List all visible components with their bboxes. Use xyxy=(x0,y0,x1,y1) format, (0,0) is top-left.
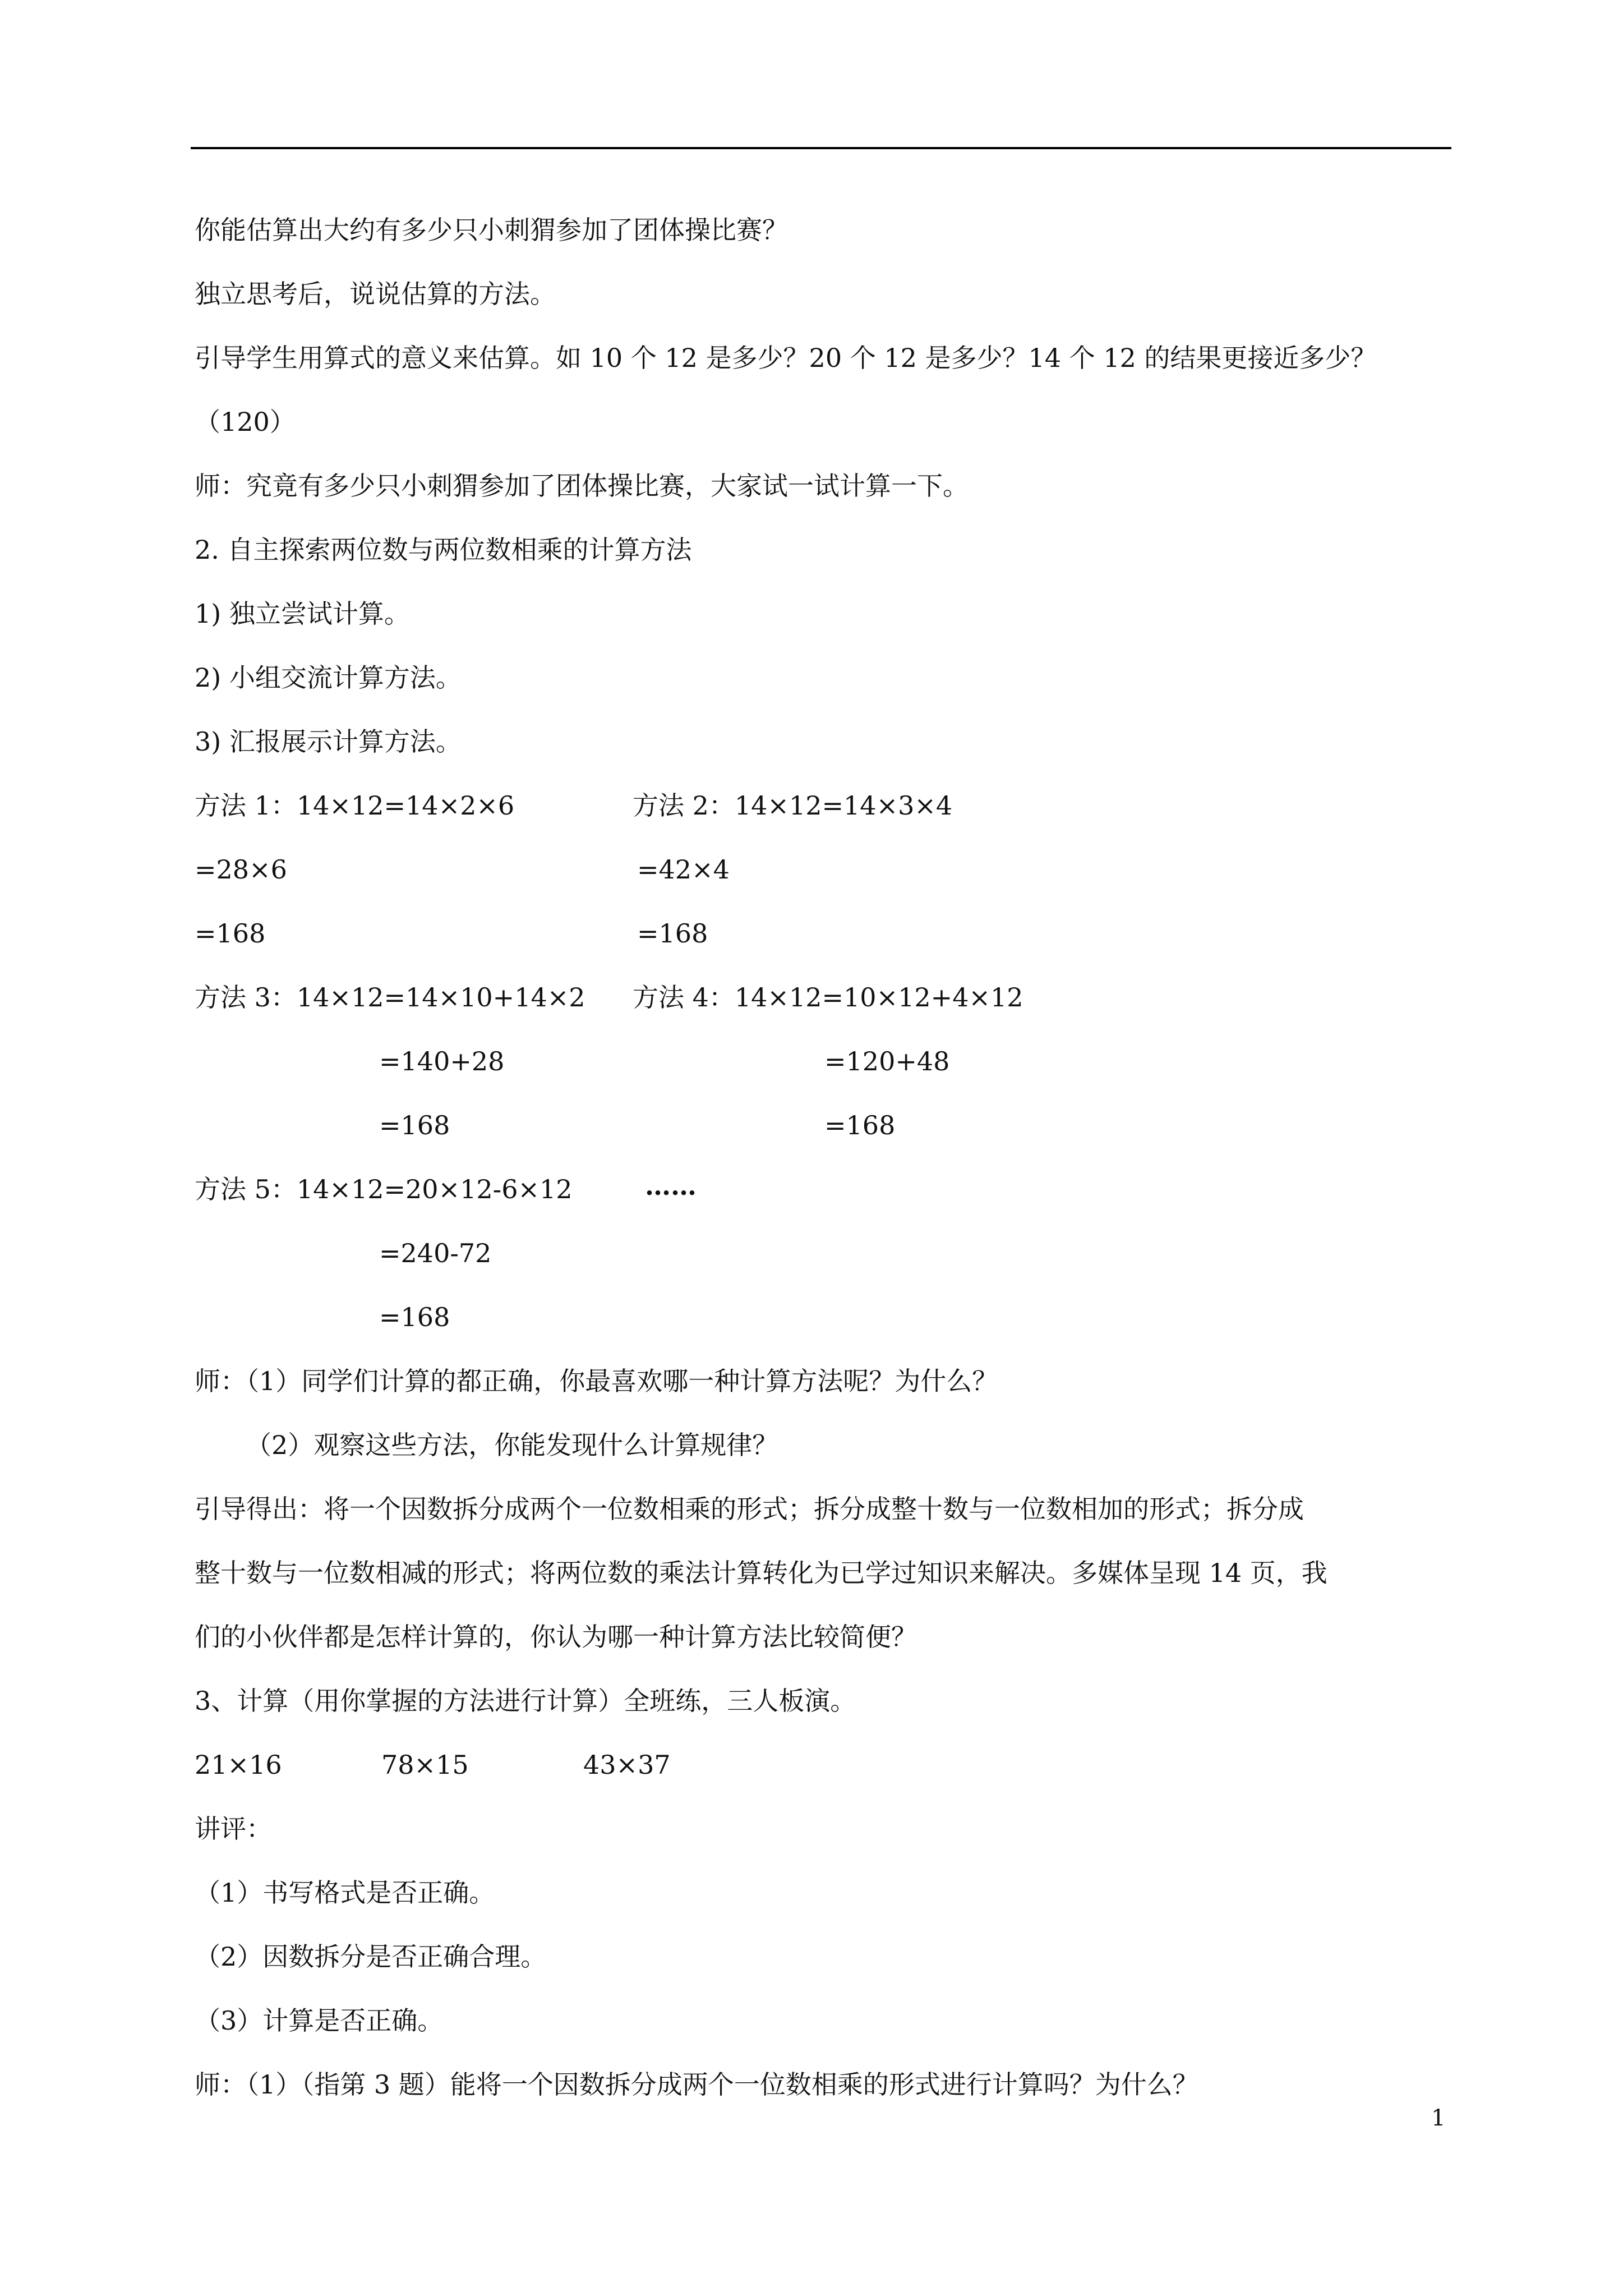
final-question: 师：（1）（指第 3 题）能将一个因数拆分成两个一位数相乘的形式进行计算吗？为什么？ xyxy=(195,2069,1198,2100)
text-line: 引导学生用算式的意义来估算。如 10 个 12 是多少？20 个 12 是多少？14 个 12 的结果更接近多少？ xyxy=(195,343,1377,373)
header-rule xyxy=(191,147,1451,149)
guide-text: 引导得出：将一个因数拆分成两个一位数相乘的形式；拆分成整十数与一位数相加的形式；拆分成 xyxy=(195,1494,1304,1524)
text-line: 师：究竟有多少只小刺猬参加了团体操比赛，大家试一试计算一下。 xyxy=(195,471,969,501)
review-item: （1）书写格式是否正确。 xyxy=(195,1878,495,1908)
page-number: 1 xyxy=(1431,2105,1446,2131)
teacher-question: （2）观察这些方法，你能发现什么计算规律？ xyxy=(246,1430,778,1460)
method-4-step: =120+48 xyxy=(824,1046,950,1076)
method-2-step: =42×4 xyxy=(637,854,730,885)
text-line: 你能估算出大约有多少只小刺猬参加了团体操比赛？ xyxy=(195,215,788,245)
method-1-step: =28×6 xyxy=(195,854,287,885)
guide-text: 们的小伙伴都是怎样计算的，你认为哪一种计算方法比较简便？ xyxy=(195,1622,917,1652)
method-4-line: 方法 4：14×12=10×12+4×12 xyxy=(633,982,1023,1013)
method-2-result: =168 xyxy=(637,918,708,949)
list-item: 2) 小组交流计算方法。 xyxy=(195,662,462,693)
review-item: （2）因数拆分是否正确合理。 xyxy=(195,1941,547,1972)
text-line: （120） xyxy=(195,407,296,437)
method-5-line: 方法 5：14×12=20×12-6×12 xyxy=(195,1174,573,1204)
guide-text: 整十数与一位数相减的形式；将两位数的乘法计算转化为已学过知识来解决。多媒体呈现 14 页，我 xyxy=(195,1558,1327,1588)
list-item: 3) 汇报展示计算方法。 xyxy=(195,726,462,757)
method-1-result: =168 xyxy=(195,918,266,949)
text-line: 独立思考后，说说估算的方法。 xyxy=(195,279,556,309)
review-heading: 讲评： xyxy=(195,1814,272,1844)
review-item: （3）计算是否正确。 xyxy=(195,2005,444,2036)
method-2-line: 方法 2：14×12=14×3×4 xyxy=(633,790,953,821)
method-3-line: 方法 3：14×12=14×10+14×2 xyxy=(195,982,585,1013)
exercise-item: 21×16 xyxy=(195,1750,282,1780)
list-item: 1) 独立尝试计算。 xyxy=(195,599,410,629)
method-1-line: 方法 1：14×12=14×2×6 xyxy=(195,790,515,821)
exercise-item: 78×15 xyxy=(381,1750,469,1780)
ellipsis: …… xyxy=(645,1171,697,1201)
method-3-step: =140+28 xyxy=(379,1046,505,1076)
exercise-title: 3、计算（用你掌握的方法进行计算）全班练，三人板演。 xyxy=(195,1686,856,1716)
method-4-result: =168 xyxy=(824,1110,896,1140)
teacher-question: 师：（1）同学们计算的都正确，你最喜欢哪一种计算方法呢？为什么？ xyxy=(195,1366,998,1396)
method-5-result: =168 xyxy=(379,1302,450,1332)
section-heading: 2. 自主探索两位数与两位数相乘的计算方法 xyxy=(195,535,692,565)
method-5-step: =240-72 xyxy=(379,1238,492,1268)
method-3-result: =168 xyxy=(379,1110,450,1140)
exercise-item: 43×37 xyxy=(583,1750,671,1780)
